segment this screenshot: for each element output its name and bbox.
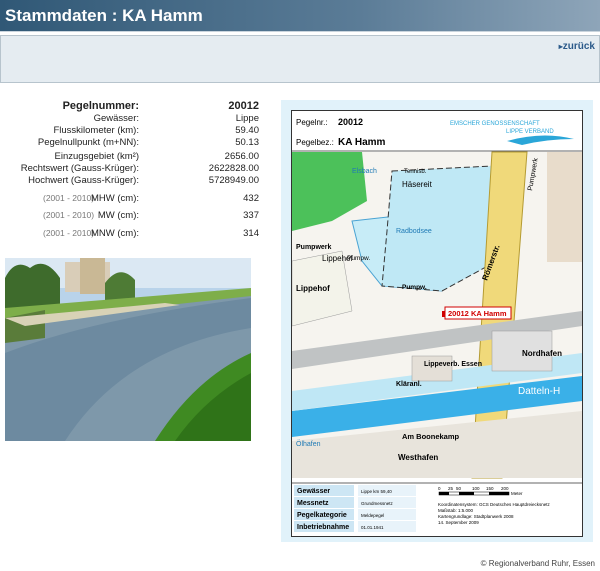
scale-tick: 0 [438, 486, 441, 491]
scale-bar [438, 486, 523, 496]
place-label: Datteln-H [518, 386, 561, 397]
data-value: 2656.00 [224, 151, 259, 162]
data-label: Gewässer: [93, 113, 139, 124]
map-panel [281, 100, 593, 542]
back-link[interactable]: ▸ zurück [559, 41, 595, 52]
place-label: Lippehof [322, 254, 353, 263]
data-label: Rechtswert (Gauss-Krüger): [20, 163, 139, 174]
map-info: Kartengrundlage: Stadtplanwerk 2008 [438, 514, 514, 519]
place-label: Westhafen [398, 453, 439, 462]
period-label: (2001 - 2010) [43, 228, 95, 238]
logo-line1: EMSCHER GENOSSENSCHAFT [450, 121, 540, 127]
place-label: Elsbach [352, 168, 377, 175]
data-value: 50.13 [235, 137, 259, 148]
period-label: (2001 - 2010) [43, 193, 95, 203]
place-label: Lippeverb. Essen [424, 361, 482, 368]
place-label: Pumpw. [402, 284, 427, 291]
legend-key: Inbetriebnahme [297, 524, 350, 531]
map-pegelnr: 20012 [338, 117, 364, 127]
data-label: Einzugsgebiet (km²) [54, 151, 139, 162]
map-info: Koordinatensystem: GCS Deutsches Hauptdreiecksnetz [438, 502, 550, 507]
nav-bar [0, 35, 600, 83]
legend-value: Grundmessnetz [361, 501, 393, 506]
logo-line2: LIPPE VERBAND [506, 129, 554, 135]
place-label: Kläranl. [396, 381, 422, 388]
place-label: Tennisb. [404, 169, 427, 175]
data-value: 337 [243, 210, 259, 221]
data-value: 5728949.00 [208, 175, 259, 186]
data-value: 314 [243, 228, 259, 239]
data-value: 59.40 [235, 125, 259, 136]
scale-tick: 50 [456, 486, 462, 491]
station-map[interactable] [291, 110, 583, 537]
legend-value: 01.01.1941 [361, 525, 384, 530]
station-number-value: 20012 [228, 100, 259, 112]
data-label: Pegelnullpunkt (m+NN): [37, 137, 139, 148]
station-number-label: Pegelnummer: [62, 100, 139, 112]
legend-value: Lippe km 59,40 [361, 489, 392, 494]
place-label: Römerstr. [480, 243, 502, 282]
data-value: Lippe [235, 113, 259, 124]
place-label: Lippehof [296, 284, 330, 293]
scale-tick: 25 [448, 486, 454, 491]
place-label: Ölhafen [296, 441, 321, 448]
page-header [0, 0, 600, 32]
legend-value: Meldepegel [361, 513, 385, 518]
period-label: (2001 - 2010) [43, 210, 95, 220]
legend-key: Pegelkategorie [297, 512, 347, 519]
data-label: Flusskilometer (km): [53, 125, 139, 136]
legend-table [294, 485, 416, 532]
marker-label: 20012 KA Hamm [448, 309, 507, 318]
place-label: Pumpwerk [527, 157, 540, 192]
place-label: Radbodsee [396, 228, 432, 235]
legend-key: Gewässer [297, 488, 331, 495]
station-photo [5, 258, 251, 441]
map-pegelbez: KA Hamm [338, 137, 386, 148]
copyright: © Regionalverband Ruhr, Essen [480, 559, 595, 568]
place-label: Nordhafen [522, 349, 562, 358]
map-info: Maßstab: 1:5.000 [438, 508, 474, 513]
data-value: 432 [243, 193, 259, 204]
page-title: Stammdaten : KA Hamm [5, 6, 203, 25]
place-label: Pumpwerk [296, 244, 332, 251]
scale-tick: 100 [472, 486, 480, 491]
data-label: MHW (cm): [90, 193, 139, 204]
data-value: 2622828.00 [208, 163, 259, 174]
map-pegelbez-label: Pegelbez.: [296, 138, 334, 147]
scale-tick: 150 [486, 486, 494, 491]
scale-tick: 200 [501, 486, 509, 491]
place-label: Pumpw. [347, 255, 371, 262]
legend-key: Messnetz [297, 500, 329, 507]
data-label: MNW (cm): [90, 228, 139, 239]
map-pegelnr-label: Pegelnr.: [296, 118, 328, 127]
place-label: Häsereit [402, 180, 432, 189]
scale-unit: Meter [511, 491, 523, 496]
map-info: 14. September 2009 [438, 520, 479, 525]
place-label: Am Boonekamp [402, 432, 460, 441]
data-label: MW (cm): [97, 210, 139, 221]
map-canvas [292, 152, 582, 478]
data-label: Hochwert (Gauss-Krüger): [28, 175, 139, 186]
